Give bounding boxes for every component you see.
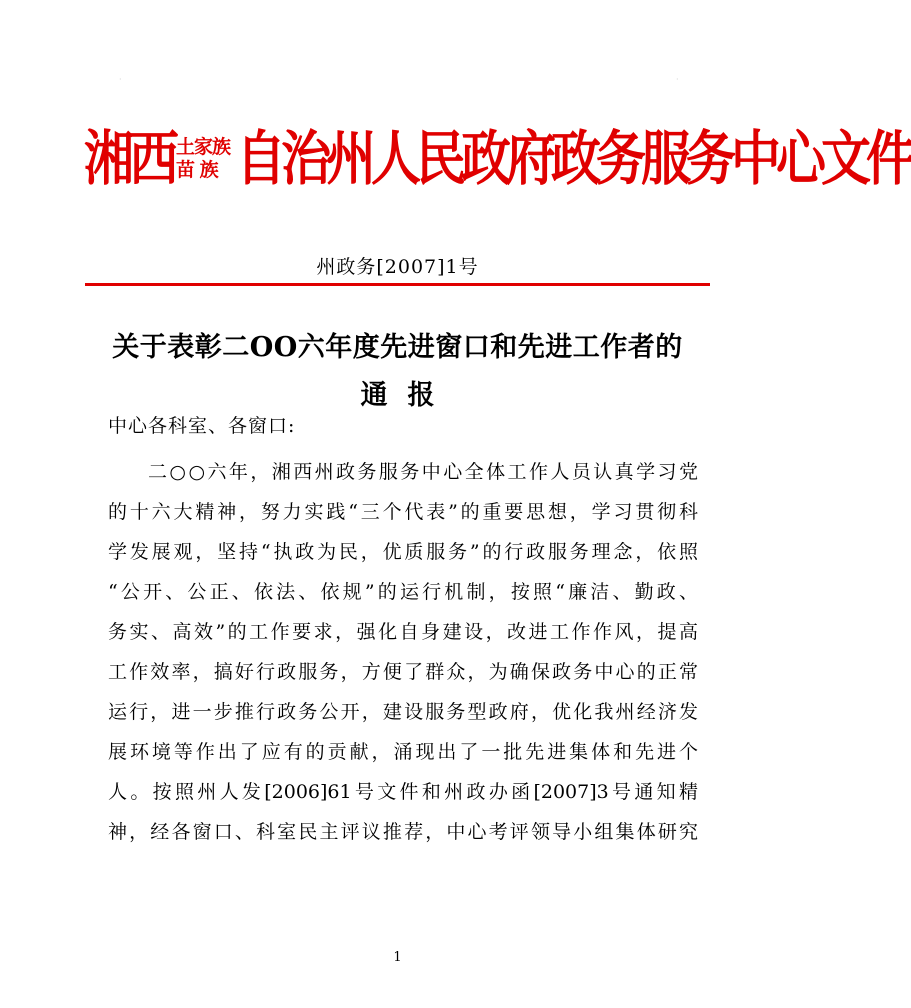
- body-line: 展环境等作出了应有的贡献，涌现出了一批先进集体和先进个: [108, 741, 698, 763]
- body-line: 人。按照州人发[2006]61号文件和州政办函[2007]3号通知精: [108, 781, 698, 803]
- body-paragraph: [108, 452, 698, 852]
- body-line: 运行，进一步推行政务公开，建设服务型政府，优化我州经济发: [108, 701, 698, 723]
- masthead-agency: 自治州人民政府政务服务中心文件: [236, 123, 911, 194]
- body-line: “公开、公正、依法、依规”的运行机制，按照“廉洁、勤政、: [108, 581, 698, 603]
- red-divider-rule: [85, 283, 710, 286]
- document-title-line-2: 通报: [360, 380, 455, 411]
- masthead-ethnic-bottom: 苗 族: [176, 159, 218, 181]
- salutation: 中心各科室、各窗口:: [108, 415, 296, 437]
- body-line: 二○○六年，湘西州政务服务中心全体工作人员认真学习党: [148, 461, 698, 483]
- body-line: 的十六大精神，努力实践“三个代表”的重要思想，学习贯彻科: [108, 501, 698, 523]
- masthead-ethnic-stack: [176, 136, 230, 182]
- body-line: 务实、高效”的工作要求，强化自身建设，改进工作作风，提高: [108, 621, 698, 643]
- body-line: 工作效率，搞好行政服务，方便了群众，为确保政务中心的正常: [108, 661, 698, 683]
- document-masthead: [84, 114, 911, 204]
- masthead-ethnic-top: 土家族: [176, 135, 231, 158]
- body-line: 学发展观，坚持“执政为民，优质服务”的行政服务理念，依照: [108, 541, 698, 563]
- document-number: 州政务[2007]1号: [316, 256, 479, 278]
- masthead-region: 湘西: [84, 123, 174, 194]
- corner-mark-right: ·: [676, 75, 679, 84]
- body-line: 神，经各窗口、科室民主评议推荐，中心考评领导小组集体研究: [108, 821, 698, 843]
- corner-mark-left: ·: [119, 75, 122, 84]
- document-title-line-1: 关于表彰二OO六年度先进窗口和先进工作者的: [112, 332, 683, 363]
- page-number: 1: [393, 950, 402, 965]
